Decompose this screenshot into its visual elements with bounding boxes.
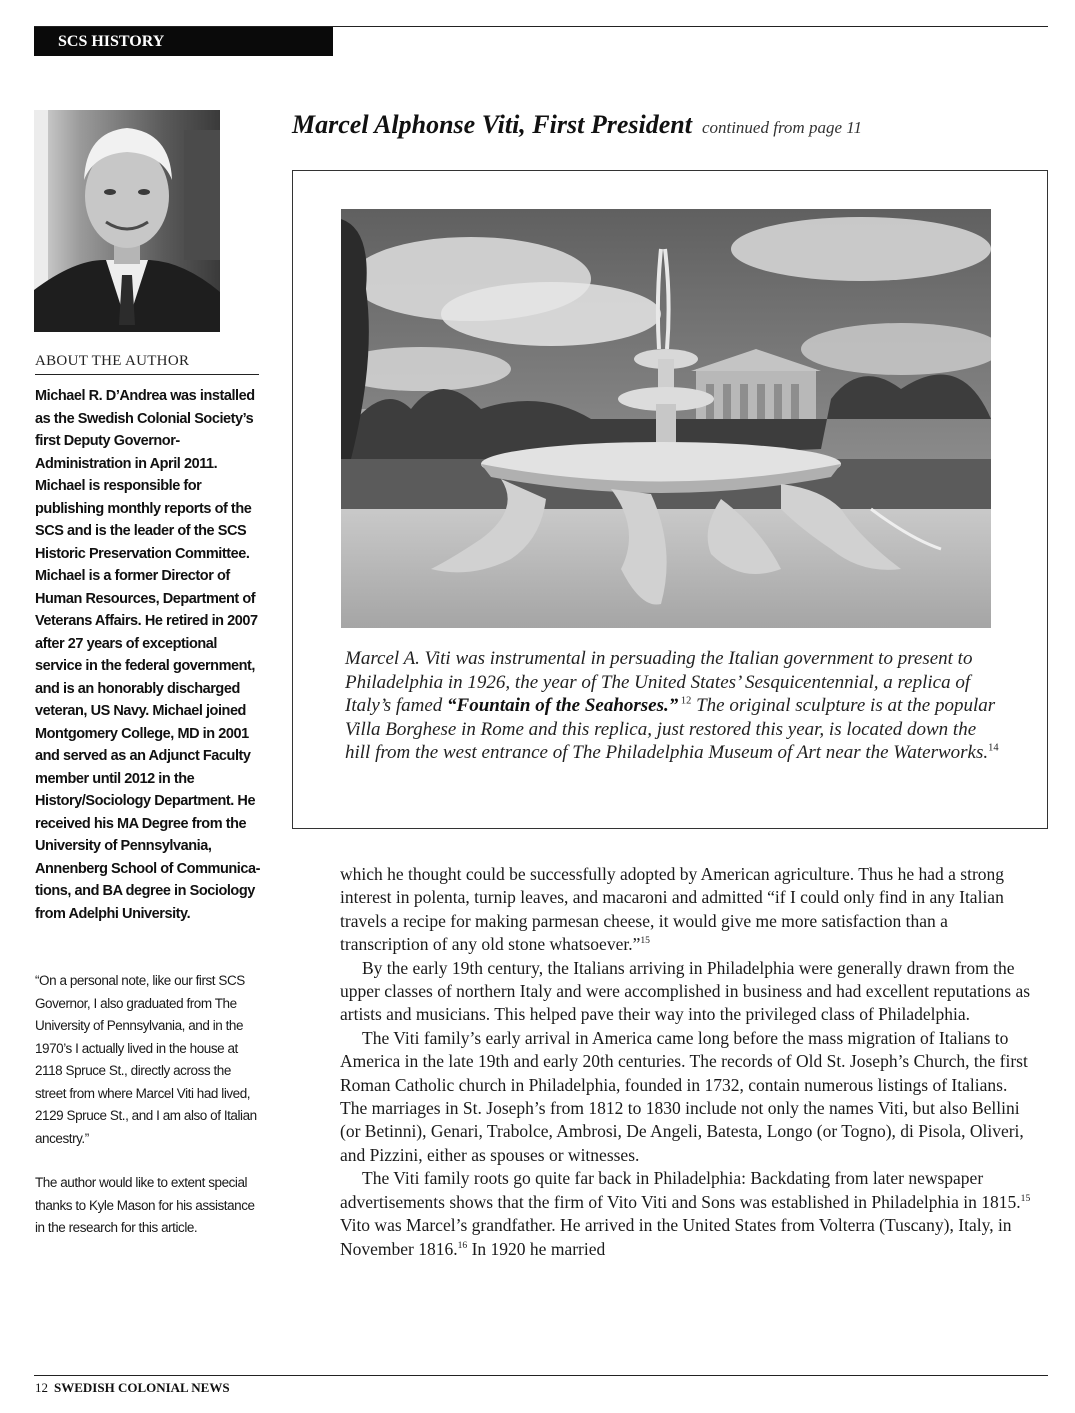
author-thanks-note: The author would like to extent special thanks to Kyle Mason for his assistance in the research for this article. xyxy=(35,1175,255,1235)
publication-name: SWEDISH COLONIAL NEWS xyxy=(54,1380,230,1395)
paragraph xyxy=(340,1167,1032,1261)
paragraph-text: which he thought could be successfully adopted by American agriculture. Thus he had a strong interest in polenta, turnip leaves, and macaroni and admitted “if I could only find in any Italian travels a recipe for making parmesan cheese, it would give me more satisfaction than a transcription of any old stone whatsoever.” xyxy=(340,864,1005,955)
photo-caption xyxy=(345,647,1005,765)
section-banner xyxy=(34,27,333,56)
paragraph-text: In 1920 he married xyxy=(467,1238,606,1259)
paragraph-text: The Viti family roots go quite far back in Philadelphia: Backdating from later newspaper advertisements shows that the firm of Vito Viti and Sons was established in Philadelphia in 1815. xyxy=(340,1168,1021,1212)
caption-text-2: The original sculpture is at the popular Villa Borghese in Rome and this replica, just restored this year, is located down the hill from the west entrance of The Philadelphia Museum of Art near the Waterworks. xyxy=(345,695,996,763)
article-title xyxy=(292,110,862,140)
footnote-ref: 15 xyxy=(640,935,650,947)
bottom-rule xyxy=(34,1375,1048,1376)
fountain-photo xyxy=(341,209,991,628)
author-personal-note: “On a personal note, like our first SCS Governor, I also graduated from The University of Pennsylvania, and in the 1970’s I actually lived in the house at 2118 Spruce St., directly across the street from where Marcel Viti had lived, 2129 Spruce St., and I am also of Italian ancestry.” xyxy=(35,973,257,1146)
footnote-ref: 16 xyxy=(457,1239,468,1251)
photo-box xyxy=(292,170,1048,829)
paragraph xyxy=(340,863,1032,957)
about-the-author-heading: ABOUT THE AUTHOR xyxy=(35,353,259,375)
paragraph: The Viti family’s early arrival in America came long before the mass migration of Italians to America in the late 19th and early 20th centuries. The records of Old St. Joseph’s Church, the first Roman Catholic church in Philadelphia, founded in 1732, contain numerous listings of Italians. The marriages in St. Joseph’s from 1812 to 1830 include not only the names Viti, but also Bellini (or Betinni), Genari, Trabolce, Ambrosi, De Angeli, Batesta, Longo (or Togno), di Pisola, Oliveri, and Pizzini, either as spouses or witnesses. xyxy=(340,1027,1028,1165)
caption-fountain-name: “Fountain of the Seahorses.” xyxy=(447,695,679,716)
caption-footnote-ref: 14 xyxy=(988,742,999,754)
caption-footnote-ref: 12 xyxy=(678,695,692,707)
paragraph-text: Vito was Marcel’s grandfather. He arrived in the United States from Volterra (Tuscany), Italy, in November 1816. xyxy=(340,1215,1012,1259)
article-title-text: Marcel Alphonse Viti, First President xyxy=(292,110,692,139)
article-body xyxy=(340,863,1032,1261)
section-label: SCS HISTORY xyxy=(58,33,165,50)
continued-note: continued from page 11 xyxy=(701,118,862,137)
caption-text-1: Marcel A. Viti was instrumental in persuading the Italian government to present to Philadelphia in 1926, the year of The United States’ Sesquicentennial, a replica of Italy’s famed xyxy=(345,648,973,716)
page-number: 12 xyxy=(35,1380,48,1395)
author-bio: Michael R. D’Andrea was installed as the Swedish Colonial Society’s first Deputy Governor-Administration in April 2011. Michael is responsible for publishing monthly reports of the SCS and is the leader of the SCS Historic Preservation Committee. Michael is a former Director of Human Resources, Department of Veterans Affairs. He retired in 2007 after 27 years of exceptional service in the federal government, and is an honorably discharged veteran, US Navy. Michael joined Montgomery College, MD in 2001 and served as an Adjunct Faculty member until 2012 in the History/Sociology Department. He received his MA Degree from the University of Pennsylvania, Annenberg School of Communica-tions, and BA degree in Sociology from Adelphi University. xyxy=(35,388,260,922)
page-footer xyxy=(35,1380,230,1396)
footnote-ref: 15 xyxy=(1020,1192,1031,1204)
paragraph: By the early 19th century, the Italians arriving in Philadelphia were generally drawn from the upper classes of northern Italy and were accomplished in business and had excellent reputations as artists and musicians. This helped pave their way into the privileged class of Philadelphia. xyxy=(340,957,1031,1025)
author-photo xyxy=(34,110,220,332)
